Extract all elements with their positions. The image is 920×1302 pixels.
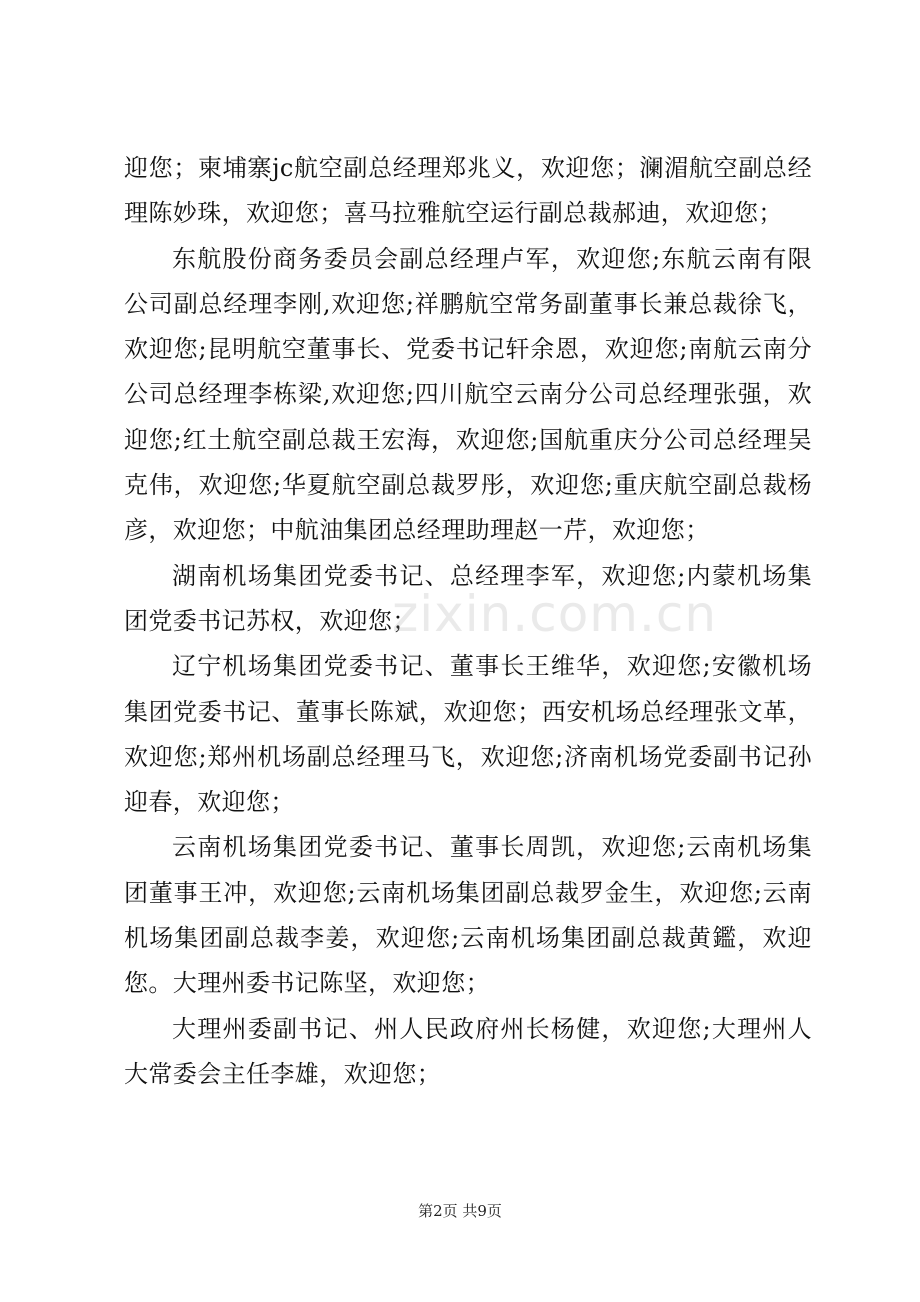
paragraph-1: 迎您；柬埔寨jc航空副总经理郑兆义，欢迎您；澜湄航空副总经理陈妙珠，欢迎您；喜马拉雅航空运行副总裁郝迪，欢迎您； bbox=[124, 154, 812, 228]
document-body bbox=[124, 146, 812, 1097]
paragraph-3: 湖南机场集团党委书记、总经理李军，欢迎您;内蒙机场集团党委书记苏权，欢迎您； bbox=[124, 561, 812, 635]
paragraph-2: 东航股份商务委员会副总经理卢军，欢迎您;东航云南有限公司副总经理李刚,欢迎您;祥鹏航空常务副董事长兼总裁徐飞，欢迎您;昆明航空董事长、党委书记轩余恩，欢迎您;南航云南分公司总经理李栋梁,欢迎您;四川航空云南分公司总经理张强，欢迎您;红土航空副总裁王宏海，欢迎您;国航重庆分公司总经理吴克伟，欢迎您;华夏航空副总裁罗彤，欢迎您;重庆航空副总裁杨彦，欢迎您；中航油集团总经理助理赵一芹，欢迎您； bbox=[124, 244, 812, 545]
watermark: zixin.com.cn bbox=[392, 585, 718, 643]
paragraph-6: 大理州委副书记、州人民政府州长杨健，欢迎您;大理州人大常委会主任李雄，欢迎您； bbox=[124, 1014, 812, 1088]
page-footer: 第2页 共9页 bbox=[418, 1202, 502, 1220]
paragraph-5: 云南机场集团党委书记、董事长周凯，欢迎您;云南机场集团董事王冲，欢迎您;云南机场集团副总裁罗金生，欢迎您;云南机场集团副总裁李姜，欢迎您;云南机场集团副总裁黄鑑，欢迎您。大理州委书记陈坚，欢迎您； bbox=[124, 833, 812, 998]
paragraph-4: 辽宁机场集团党委书记、董事长王维华，欢迎您;安徽机场集团党委书记、董事长陈斌，欢迎您；西安机场总经理张文革，欢迎您;郑州机场副总经理马飞，欢迎您;济南机场党委副书记孙迎春，欢迎您； bbox=[124, 652, 812, 817]
